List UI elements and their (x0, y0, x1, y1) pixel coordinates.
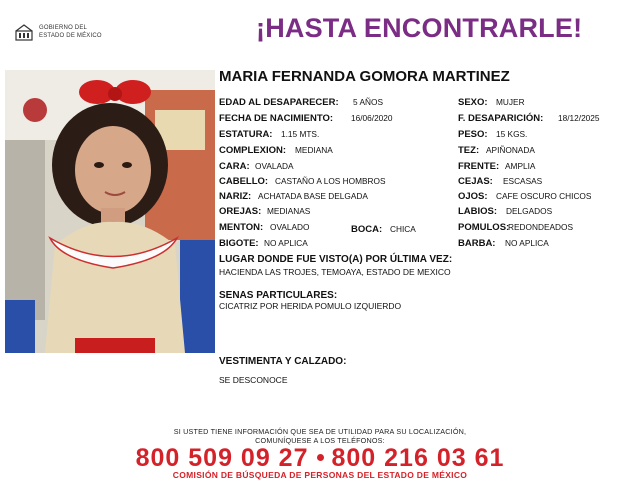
value-mustache: NO APLICA (264, 238, 308, 248)
value-birthdate: 16/06/2020 (351, 113, 393, 123)
value-ears: MEDIANAS (267, 206, 311, 216)
label-mustache: BIGOTE: (219, 238, 259, 249)
value-build: MEDIANA (295, 145, 333, 155)
label-beard: BARBA: (458, 238, 496, 249)
label-hair: CABELLO: (219, 176, 269, 187)
commission-footer: COMISIÓN DE BÚSQUEDA DE PERSONAS DEL ESTADO DE MÉXICO (172, 470, 468, 480)
contact-line-2: COMUNÍQUESE A LOS TELÉFONOS: (255, 436, 385, 445)
logo-line-2: ESTADO DE MÉXICO (39, 33, 102, 39)
label-eyes: OJOS: (458, 191, 488, 202)
value-nose: ACHATADA BASE DELGADA (258, 191, 368, 201)
value-height: 1.15 MTS. (281, 129, 320, 139)
value-disappearance-date: 18/12/2025 (558, 113, 600, 123)
label-height: ESTATURA: (219, 129, 273, 140)
contact-line-1: SI USTED TIENE INFORMACIÓN QUE SEA DE UTILIDAD PARA SU LOCALIZACIÓN, (173, 427, 467, 436)
label-clothing: VESTIMENTA Y CALZADO: (219, 356, 347, 367)
label-lips: LABIOS: (458, 206, 498, 217)
value-sex: MUJER (496, 97, 525, 107)
value-beard: NO APLICA (505, 238, 549, 248)
value-face: OVALADA (255, 161, 294, 171)
label-eyebrows: CEJAS: (458, 176, 493, 187)
photo-illustration (5, 70, 215, 353)
label-mouth: BOCA: (351, 224, 383, 235)
value-forehead: AMPLIA (505, 161, 536, 171)
label-complexion: TEZ: (458, 145, 480, 156)
missing-person-photo (5, 70, 215, 353)
phone-number-2[interactable]: 800 216 03 61 (331, 444, 505, 472)
label-cheekbones: POMULOS: (458, 222, 510, 233)
label-ears: OREJAS: (219, 206, 262, 217)
label-last-seen: LUGAR DONDE FUE VISTO(A) POR ÚLTIMA VEZ: (219, 254, 453, 265)
value-cheekbones: REDONDEADOS (508, 222, 574, 232)
value-mouth: CHICA (390, 224, 416, 234)
value-age: 5 AÑOS (353, 97, 383, 107)
value-hair: CASTAÑO A LOS HOMBROS (275, 176, 386, 186)
label-nose: NARIZ: (219, 191, 252, 202)
label-disappearance-date: F. DESAPARICIÓN: (458, 113, 544, 124)
value-weight: 15 KGS. (496, 129, 528, 139)
value-eyebrows: ESCASAS (503, 176, 543, 186)
state-government-logo (14, 22, 114, 44)
label-chin: MENTON: (219, 222, 264, 233)
separator-dot (317, 454, 324, 461)
value-distinguishing-marks: CICATRIZ POR HERIDA POMULO IZQUIERDO (219, 301, 402, 311)
label-birthdate: FECHA DE NACIMIENTO: (219, 113, 333, 124)
label-build: COMPLEXION: (219, 145, 287, 156)
label-age: EDAD AL DESAPARECER: (219, 97, 339, 108)
value-lips: DELGADOS (506, 206, 553, 216)
value-clothing: SE DESCONOCE (219, 375, 288, 385)
label-face: CARA: (219, 161, 250, 172)
label-sex: SEXO: (458, 97, 488, 108)
value-complexion: APIÑONADA (486, 145, 535, 155)
phone-numbers (0, 444, 640, 473)
phone-number-1[interactable]: 800 509 09 27 (135, 444, 309, 472)
value-chin: OVALADO (270, 222, 310, 232)
value-eyes: CAFE OSCURO CHICOS (496, 191, 592, 201)
label-forehead: FRENTE: (458, 161, 500, 172)
label-weight: PESO: (458, 129, 488, 140)
label-distinguishing-marks: SENAS PARTICULARES: (219, 290, 338, 301)
headline: ¡HASTA ENCONTRARLE! (256, 13, 583, 43)
value-last-seen: HACIENDA LAS TROJES, TEMOAYA, ESTADO DE MEXICO (219, 267, 451, 277)
state-emblem-icon (14, 22, 34, 42)
logo-line-1: GOBIERNO DEL (39, 25, 88, 31)
person-name: MARIA FERNANDA GOMORA MARTINEZ (219, 68, 510, 85)
